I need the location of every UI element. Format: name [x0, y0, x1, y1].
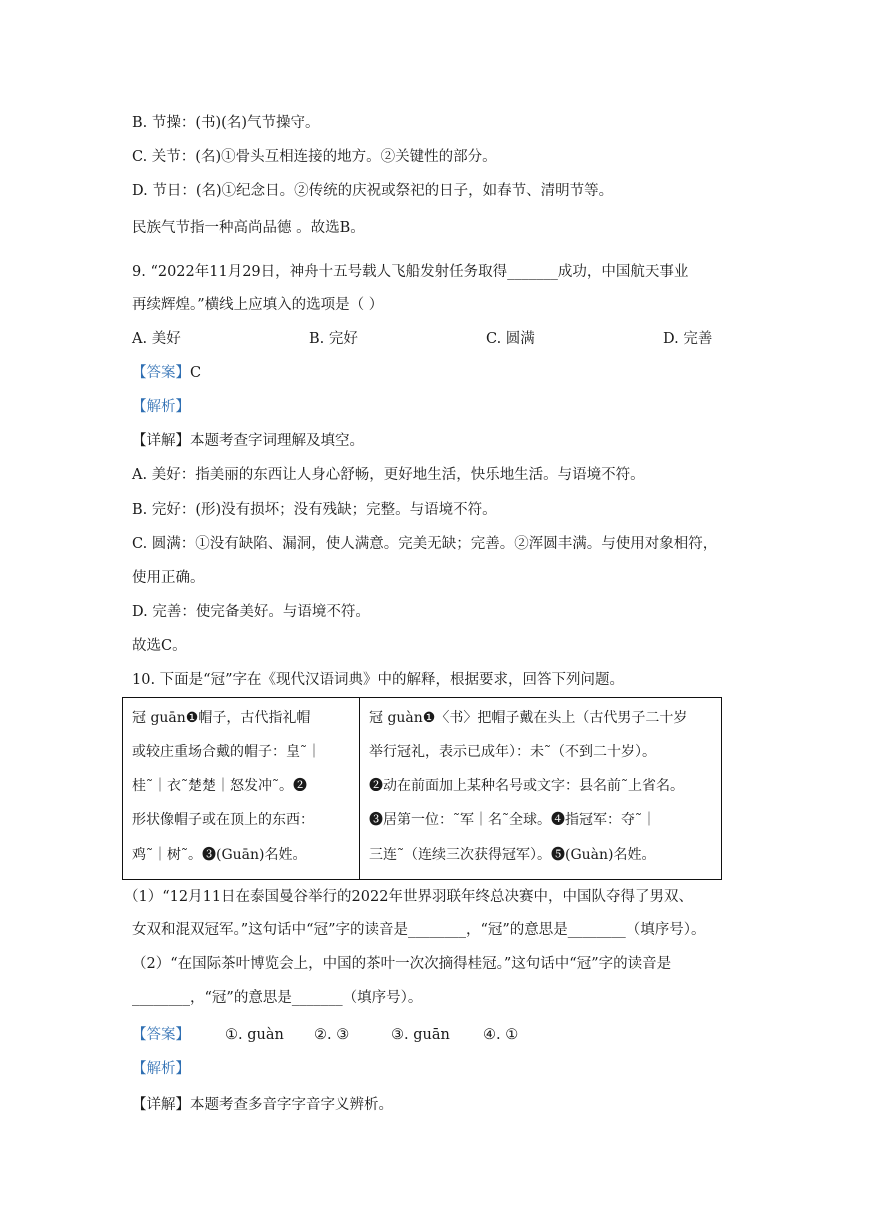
dict-left-line: 冠 guān❶帽子，古代指礼帽: [132, 710, 311, 726]
q9-answer: [132, 363, 201, 383]
prev-explain-b: B. 节操：(书)(名)气节操守。: [132, 115, 320, 131]
q10-detail-tag: 【详解】: [132, 1097, 190, 1113]
q10-answer-4: ④. ①: [483, 1027, 519, 1043]
dict-right-line: 三连˜（连续三次获得冠军）。❺(Guàn)名姓。: [369, 847, 656, 863]
q10-sub2-line2: ________，“冠”的意思是_______（填序号）。: [132, 990, 423, 1006]
q9-detail-text: 本题考查字词理解及填空。: [190, 433, 364, 449]
q9-stem-line1: 9. “2022年11月29日，神舟十五号载人飞船发射任务取得_______成功，中国航天事业: [132, 264, 689, 280]
q9-analysis-label: 【解析】: [132, 399, 190, 415]
dict-right-line: 冠 guàn❶〈书〉把帽子戴在头上（古代男子二十岁: [369, 710, 688, 726]
q10-analysis-tag: [132, 1059, 190, 1079]
q9-answer-tag: 【答案】: [132, 365, 190, 381]
q9-explain-d: D. 完善：使完备美好。与语境不符。: [132, 604, 370, 620]
q9-stem-line2: 再续辉煌。”横线上应填入的选项是（ ）: [132, 297, 384, 313]
dictionary-table: [122, 697, 722, 880]
q10-answer-1: ①. guàn: [225, 1027, 284, 1043]
q9-detail: [132, 431, 364, 451]
q9-analysis-tag: [132, 397, 190, 417]
q9-detail-tag: 【详解】: [132, 433, 190, 449]
q10-detail: [132, 1095, 393, 1115]
q10-detail-text: 本题考查多音字字音字义辨析。: [190, 1097, 393, 1113]
dict-left-line: 形状像帽子或在顶上的东西：: [132, 812, 314, 828]
dict-right-line: ❸居第一位：˜军｜名˜全球。❹指冠军：夺˜｜: [369, 812, 656, 828]
q10-answer-3: ③. guān: [391, 1027, 450, 1043]
q9-conclusion: 故选C。: [132, 638, 187, 654]
q10-analysis-label: 【解析】: [132, 1061, 190, 1077]
dict-left-line: 或较庄重场合戴的帽子：皇˜｜: [132, 744, 321, 760]
q10-answer-row: [132, 1025, 190, 1045]
dict-right-line: 举行冠礼，表示已成年）：未˜（不到二十岁）。: [369, 744, 656, 760]
q9-explain-c-line1: C. 圆满：①没有缺陷、漏洞，使人满意。完美无缺；完善。②浑圆丰满。与使用对象相符，: [132, 536, 718, 552]
q9-answer-value: C: [190, 365, 202, 381]
q9-option-a: A. 美好: [132, 331, 181, 347]
q9-explain-b: B. 完好：(形)没有损坏；没有残缺；完整。与语境不符。: [132, 502, 497, 518]
dict-right-line: ❷动在前面加上某种名号或文字：县名前˜上省名。: [369, 778, 684, 794]
q10-sub2-line1: （2）“在国际茶叶博览会上，中国的茶叶一次次摘得桂冠。”这句话中“冠”字的读音是: [132, 956, 672, 972]
q9-option-c: C. 圆满: [486, 331, 535, 347]
table-divider: [359, 698, 360, 879]
q10-sub1-line2: 女双和混双冠军。”这句话中“冠”字的读音是________，“冠”的意思是________（填序号）。: [132, 922, 706, 938]
q10-answer-tag: 【答案】: [132, 1027, 190, 1043]
prev-explain-d: D. 节日：(名)①纪念日。②传统的庆祝或祭祀的日子，如春节、清明节等。: [132, 183, 614, 199]
q10-sub1-line1: （1）“12月11日在泰国曼谷举行的2022年世界羽联年终总决赛中，中国队夺得了男双、: [124, 889, 693, 905]
q9-option-d: D. 完善: [663, 331, 713, 347]
q10-answer-2: ②. ③: [314, 1027, 350, 1043]
prev-conclusion: 民族气节指一种高尚品德 。故选B。: [132, 220, 365, 236]
q9-explain-a: A. 美好：指美丽的东西让人身心舒畅，更好地生活，快乐地生活。与语境不符。: [132, 467, 645, 483]
prev-explain-c: C. 关节：(名)①骨头互相连接的地方。②关键性的部分。: [132, 149, 497, 165]
q9-explain-c-line2: 使用正确。: [132, 570, 205, 586]
dict-left-line: 鸡˜｜树˜。❸(Guān)名姓。: [132, 847, 307, 863]
q10-stem: 10. 下面是“冠”字在《现代汉语词典》中的解释，根据要求，回答下列问题。: [132, 672, 624, 688]
q9-option-b: B. 完好: [309, 331, 358, 347]
dict-left-line: 桂˜｜衣˜楚楚｜怒发冲˜。❷: [132, 778, 307, 794]
